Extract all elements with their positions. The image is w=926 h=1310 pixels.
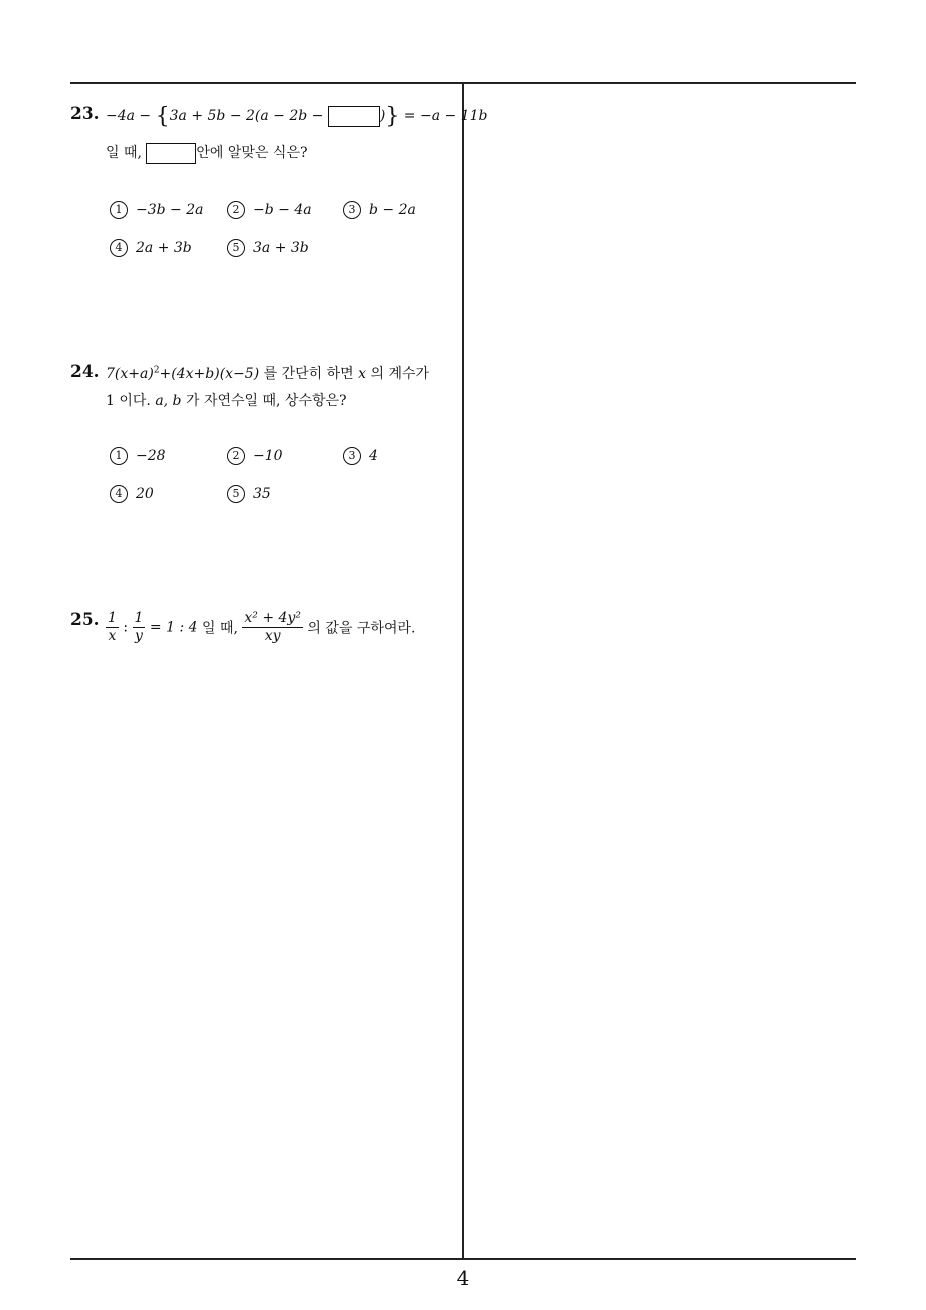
answer-blank-box: [328, 106, 380, 127]
choice-text: 2a + 3b: [136, 240, 192, 256]
colon: :: [118, 619, 133, 636]
fraction-1-over-x: [106, 610, 119, 645]
page-number: 4: [456, 1266, 470, 1290]
problem-number: 23.: [70, 104, 100, 124]
left-brace: {: [155, 104, 170, 129]
variable: x: [358, 366, 367, 382]
exponent: 2: [153, 365, 160, 376]
right-brace: }: [385, 104, 400, 129]
denominator: xy: [264, 628, 281, 644]
text-part: 가 자연수일 때, 상수항은?: [181, 393, 347, 409]
choice-4[interactable]: [110, 239, 192, 257]
text-part: 일 때,: [197, 620, 243, 637]
choice-3[interactable]: [343, 447, 378, 465]
choice-mark: 5: [227, 239, 245, 257]
expr-right: = −a − 11b: [399, 108, 488, 124]
problem-25: [70, 610, 460, 660]
answer-blank-box: [146, 143, 196, 164]
choice-2[interactable]: [227, 201, 312, 219]
problem-number: 24.: [70, 362, 100, 382]
choice-text: 3a + 3b: [253, 240, 309, 256]
choice-mark: 1: [110, 447, 128, 465]
text-part: 1 이다.: [106, 393, 156, 409]
choice-text: −28: [136, 448, 166, 464]
choice-mark: 4: [110, 239, 128, 257]
problem-number: 25.: [70, 610, 100, 630]
denominator: x: [108, 628, 117, 644]
denominator: y: [135, 628, 143, 644]
question-suffix: 안에 알맞은 식은?: [196, 145, 308, 161]
ratio: = 1 : 4: [145, 619, 198, 636]
fraction-expression: [242, 610, 303, 645]
choice-mark: 2: [227, 201, 245, 219]
choice-text: −b − 4a: [253, 202, 312, 218]
choice-1[interactable]: [110, 447, 166, 465]
choice-1[interactable]: [110, 201, 203, 219]
text-part: 의 값을 구하여라.: [302, 620, 416, 637]
choice-5[interactable]: [227, 239, 309, 257]
expr-part-1: 7(x+a): [106, 366, 154, 382]
choice-5[interactable]: [227, 485, 271, 503]
expr-part-2: +(4x+b)(x−5): [159, 366, 260, 382]
column-divider: [462, 82, 464, 1259]
expr-inner-close: ): [379, 108, 386, 124]
problem-23: [70, 104, 488, 264]
text-part: 를 간단히 하면: [259, 366, 359, 382]
choice-text: 35: [253, 486, 271, 502]
problem-24-line-2: [106, 390, 347, 410]
problem-23-question: [106, 142, 307, 164]
numerator: 1: [108, 610, 117, 626]
choice-3[interactable]: [343, 201, 416, 219]
choice-2[interactable]: [227, 447, 283, 465]
expr-left: −4a −: [106, 108, 156, 124]
choice-mark: 3: [343, 201, 361, 219]
fraction-1-over-y: [133, 610, 146, 645]
choice-text: b − 2a: [369, 202, 416, 218]
text-part: 의 계수가: [366, 366, 430, 382]
problem-24-line-1: [106, 363, 429, 383]
expr-inner: 3a + 5b − 2(a − 2b −: [169, 108, 328, 124]
choice-mark: 2: [227, 447, 245, 465]
variables: a, b: [155, 393, 182, 409]
choice-text: −10: [253, 448, 283, 464]
choice-mark: 5: [227, 485, 245, 503]
choice-mark: 3: [343, 447, 361, 465]
problem-24: [70, 362, 460, 512]
problem-25-expression: [106, 610, 415, 645]
question-prefix: 일 때,: [106, 145, 142, 161]
choice-text: 4: [369, 448, 378, 464]
choice-mark: 1: [110, 201, 128, 219]
numerator: 1: [134, 610, 144, 626]
choice-text: 20: [136, 486, 154, 502]
choice-4[interactable]: [110, 485, 154, 503]
choice-mark: 4: [110, 485, 128, 503]
choice-text: −3b − 2a: [136, 202, 204, 218]
problem-23-expression: [106, 104, 487, 129]
bottom-rule: [70, 1258, 856, 1260]
numerator: x² + 4y²: [244, 610, 301, 626]
